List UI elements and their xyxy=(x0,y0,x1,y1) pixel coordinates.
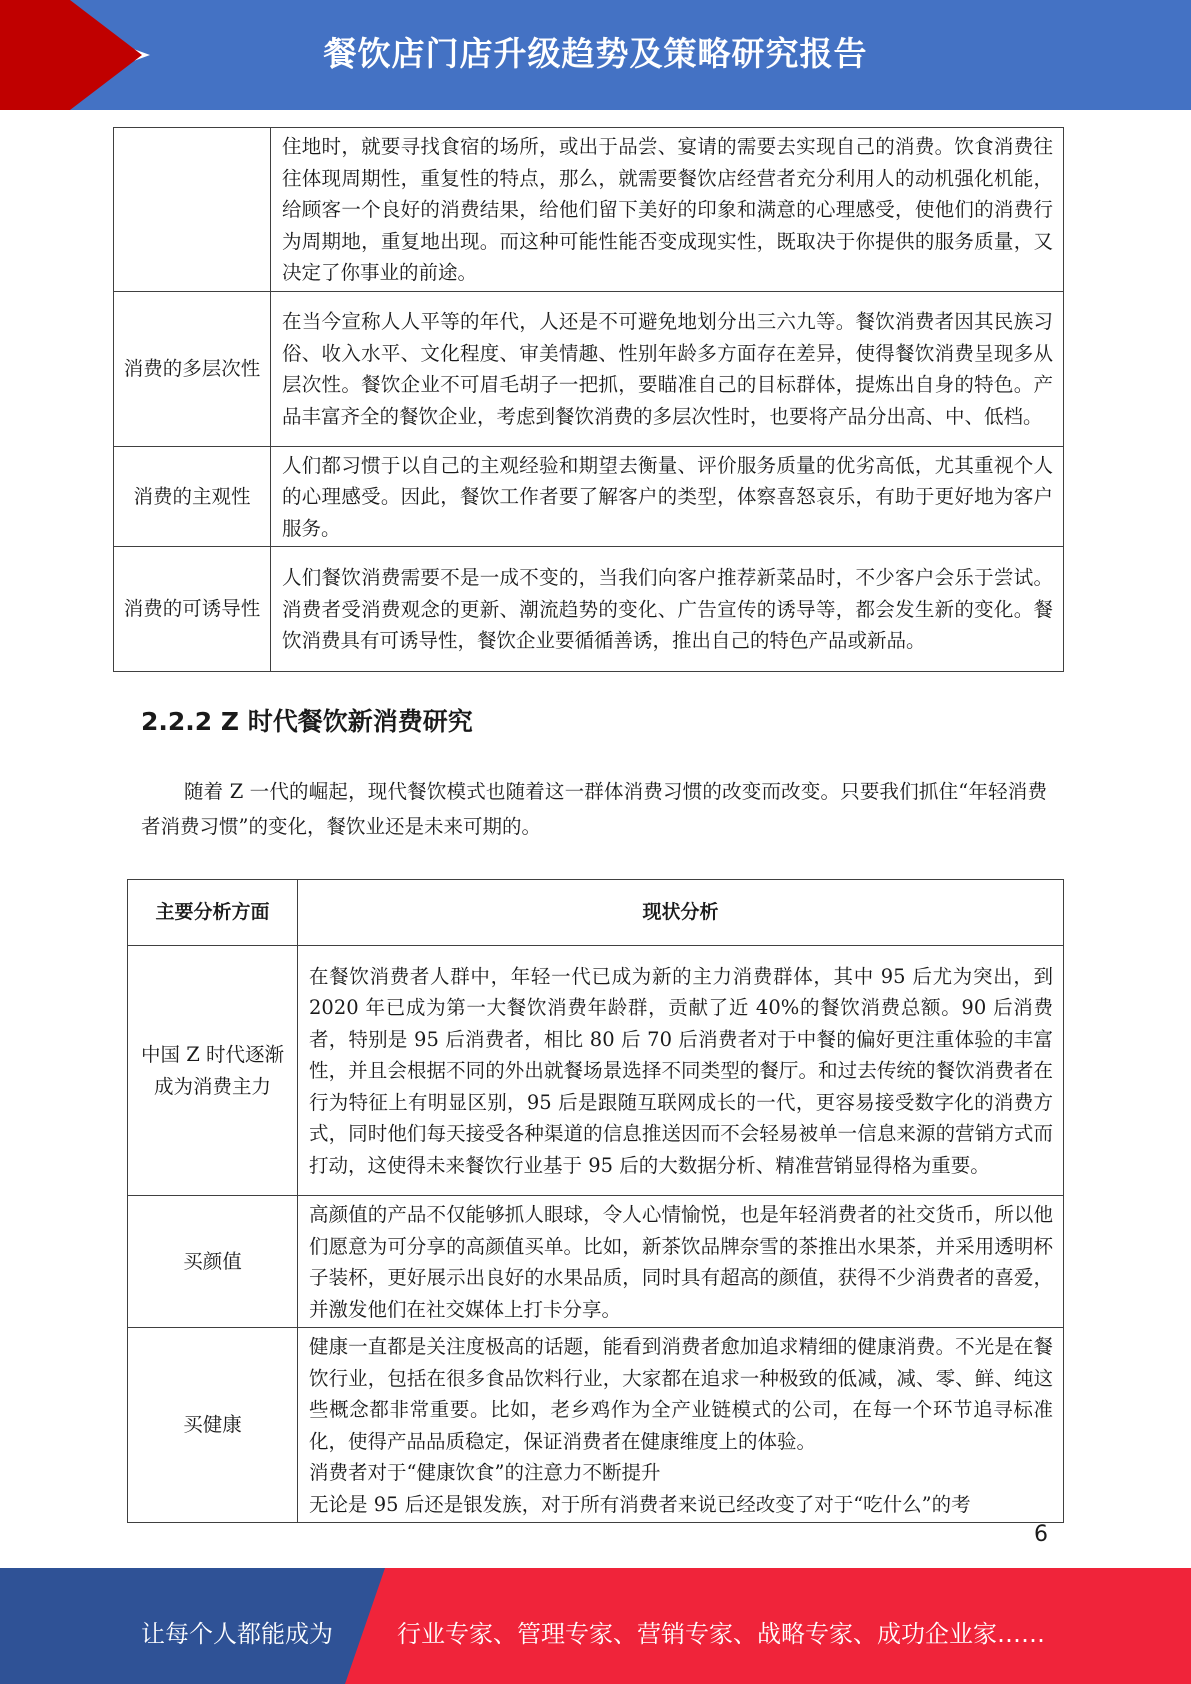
table-row xyxy=(114,291,1064,446)
table-row xyxy=(114,446,1064,547)
row-text-continued: 无论是 95 后还是银发族，对于所有消费者来说已经改变了对于“吃什么”的考 xyxy=(309,1492,971,1516)
footer-slogan-left: 让每个人都能成为 xyxy=(141,1620,333,1648)
row-text: 高颜值的产品不仅能够抓人眼球，令人心情愉悦，也是年轻消费者的社交货币，所以他们愿意为可分享的高颜值买单。比如，新茶饮品牌奈雪的茶推出水果茶，并采用透明杯子装杯，更好展示出良好的水果品质，同时具有超高的颜值，获得不少消费者的喜爱，并激发他们在社交媒体上打卡分享。 xyxy=(298,1196,1064,1328)
row-label: 消费的多层次性 xyxy=(114,291,271,446)
row-label: 买颜值 xyxy=(128,1196,298,1328)
row-text: 人们都习惯于以自己的主观经验和期望去衡量、评价服务质量的优劣高低，尤其重视个人的心理感受。因此，餐饮工作者要了解客户的类型，体察喜怒哀乐，有助于更好地为客户服务。 xyxy=(271,446,1064,547)
row-text-subheading: 消费者对于“健康饮食”的注意力不断提升 xyxy=(309,1461,661,1484)
table-header-row xyxy=(128,880,1064,946)
page-number: 6 xyxy=(1034,1522,1048,1547)
page-header xyxy=(0,0,1191,110)
table-row xyxy=(114,128,1064,292)
header-red-block xyxy=(0,0,70,110)
row-label: 消费的主观性 xyxy=(114,446,271,547)
gen-z-analysis-table xyxy=(127,879,1064,1523)
row-label: 中国 Z 时代逐渐成为消费主力 xyxy=(128,946,298,1196)
row-text-group xyxy=(298,1328,1064,1523)
header-chevron-red xyxy=(70,0,142,110)
table-row xyxy=(128,946,1064,1196)
footer-slogan-right: 行业专家、管理专家、营销专家、战略专家、成功企业家…… xyxy=(397,1620,1045,1648)
report-title: 餐饮店门店升级趋势及策略研究报告 xyxy=(323,34,868,73)
row-text: 健康一直都是关注度极高的话题，能看到消费者愈加追求精细的健康消费。不光是在餐饮行业，包括在很多食品饮料行业，大家都在追求一种极致的低减，减、零、鲜、纯这些概念都非常重要。比如，老乡鸡作为全产业链模式的公司，在每一个环节追寻标准化，使得产品品质稳定，保证消费者在健康维度上的体验。 xyxy=(309,1335,1053,1453)
consumer-traits-table xyxy=(113,127,1064,672)
column-header-aspect: 主要分析方面 xyxy=(128,880,298,946)
row-text: 住地时，就要寻找食宿的场所，或出于品尝、宴请的需要去实现自己的消费。饮食消费往往体现周期性，重复性的特点，那么，就需要餐饮店经营者充分利用人的动机强化机能，给顾客一个良好的消费结果，给他们留下美好的印象和满意的心理感受，使他们的消费行为周期地，重复地出现。而这种可能性能否变成现实性，既取决于你提供的服务质量，又决定了你事业的前途。 xyxy=(271,128,1064,292)
row-label: 买健康 xyxy=(128,1328,298,1523)
page-footer xyxy=(0,1568,1191,1684)
row-text: 人们餐饮消费需要不是一成不变的，当我们向客户推荐新菜品时，不少客户会乐于尝试。消费者受消费观念的更新、潮流趋势的变化、广告宣传的诱导等，都会发生新的变化。餐饮消费具有可诱导性，餐饮企业要循循善诱，推出自己的特色产品或新品。 xyxy=(271,547,1064,672)
section-heading: 2.2.2 Z 时代餐饮新消费研究 xyxy=(141,707,473,736)
section-paragraph: 随着 Z 一代的崛起，现代餐饮模式也随着这一群体消费习惯的改变而改变。只要我们抓住“年轻消费者消费习惯”的变化，餐饮业还是未来可期的。 xyxy=(141,780,1047,838)
table-row xyxy=(128,1196,1064,1328)
row-text: 在当今宣称人人平等的年代，人还是不可避免地划分出三六九等。餐饮消费者因其民族习俗、收入水平、文化程度、审美情趣、性别年龄多方面存在差异，使得餐饮消费呈现多从层次性。餐饮企业不可眉毛胡子一把抓，要瞄准自己的目标群体，提炼出自身的特色。产品丰富齐全的餐饮企业，考虑到餐饮消费的多层次性时，也要将产品分出高、中、低档。 xyxy=(271,291,1064,446)
column-header-analysis: 现状分析 xyxy=(298,880,1064,946)
table-row xyxy=(128,1328,1064,1523)
row-text: 在餐饮消费者人群中，年轻一代已成为新的主力消费群体，其中 95 后尤为突出，到 2020 年已成为第一大餐饮消费年龄群，贡献了近 40%的餐饮消费总额。90 后消费者，特别是 95 后消费者，相比 80 后 70 后消费者对于中餐的偏好更注重体验的丰富性，并且会根据不同的外出就餐场景选择不同类型的餐厅。和过去传统的餐饮消费者在行为特征上有明显区别，95 后是跟随互联网成长的一代，更容易接受数字化的消费方式，同时他们每天接受各种渠道的信息推送因而不会轻易被单一信息来源的营销方式而打动，这使得未来餐饮行业基于 95 后的大数据分析、精准营销显得格为重要。 xyxy=(298,946,1064,1196)
table-row xyxy=(114,547,1064,672)
row-label: 消费的可诱导性 xyxy=(114,547,271,672)
row-label xyxy=(114,128,271,292)
